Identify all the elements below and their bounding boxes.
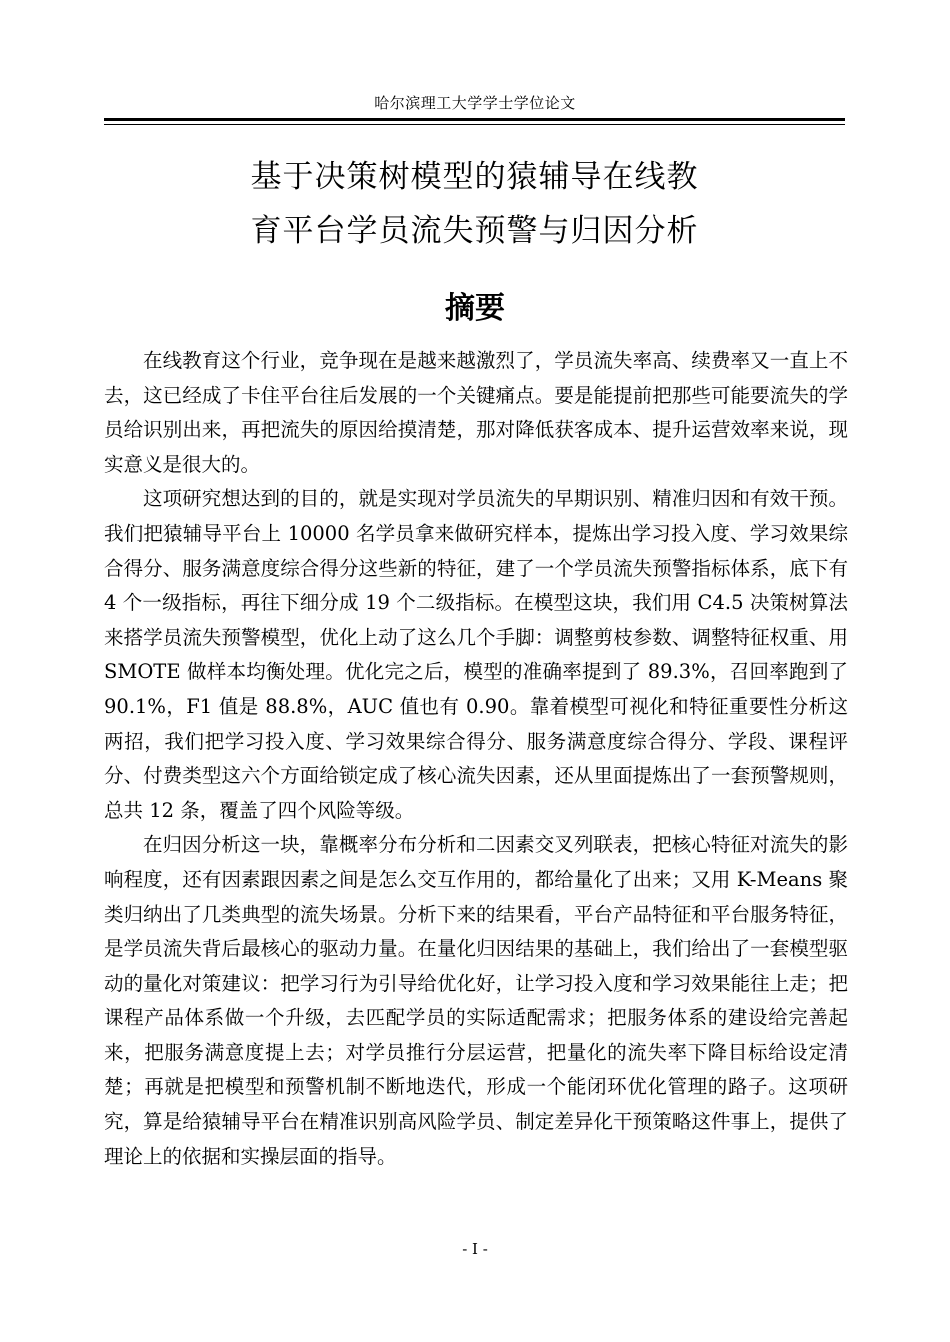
- thesis-title-line-2: 育平台学员流失预警与归因分析: [250, 213, 699, 249]
- abstract-paragraph-1: 在线教育这个行业，竞争现在是越来越激烈了，学员流失率高、续费率又一直上不去，这已经成了卡住平台往后发展的一个关键痛点。要是能提前把那些可能要流失的学员给识别出来，再把流失的原因给摸清楚，那对降低获客成本、提升运营效率来说，现实意义是很大的。: [104, 349, 848, 476]
- page-number: - I -: [462, 1240, 488, 1258]
- abstract-paragraph-3: 在归因分析这一块，靠概率分布分析和二因素交叉列联表，把核心特征对流失的影响程度，还有因素跟因素之间是怎么交互作用的，都给量化了出来；又用 K-Means 聚类归纳出了几类典型的流失场景。分析下来的结果看，平台产品特征和平台服务特征，是学员流失背后最核心的驱动力量。在量化归因结果的基础上，我们给出了一套模型驱动的量化对策建议：把学习行为引导给优化好，让学习投入度和学习效果能往上走；把课程产品体系做一个升级，去匹配学员的实际适配需求；把服务体系的建设给完善起来，把服务满意度提上去；对学员推行分层运营，把量化的流失率下降目标给设定清楚；再就是把模型和预警机制不断地迭代，形成一个能闭环优化管理的路子。这项研究，算是给猿辅导平台在精准识别高风险学员、制定差异化干预策略这件事上，提供了理论上的依据和实操层面的指导。: [104, 833, 848, 1168]
- abstract-body: [104, 344, 848, 1174]
- running-header: 哈尔滨理工大学学士学位论文: [374, 94, 576, 112]
- header-rule-thin: [104, 124, 845, 125]
- thesis-title: [104, 150, 845, 258]
- abstract-heading: 摘要: [445, 291, 505, 326]
- thesis-title-line-1: 基于决策树模型的猿辅导在线教: [250, 159, 699, 195]
- header-rule-thick: [104, 118, 845, 121]
- abstract-paragraph-2: 这项研究想达到的目的，就是实现对学员流失的早期识别、精准归因和有效干预。我们把猿辅导平台上 10000 名学员拿来做研究样本，提炼出学习投入度、学习效果综合得分、服务满意度综合得分这些新的特征，建了一个学员流失预警指标体系，底下有 4 个一级指标，再往下细分成 19 个二级指标。在模型这块，我们用 C4.5 决策树算法来搭学员流失预警模型，优化上动了这么几个手脚：调整剪枝参数、调整特征权重、用 SMOTE 做样本均衡处理。优化完之后，模型的准确率提到了 89.3%，召回率跑到了 90.1%，F1 值是 88.8%，AUC 值也有 0.90。靠着模型可视化和特征重要性分析这两招，我们把学习投入度、学习效果综合得分、服务满意度综合得分、学段、课程评分、付费类型这六个方面给锁定成了核心流失因素，还从里面提炼出了一套预警规则，总共 12 条，覆盖了四个风险等级。: [104, 487, 848, 822]
